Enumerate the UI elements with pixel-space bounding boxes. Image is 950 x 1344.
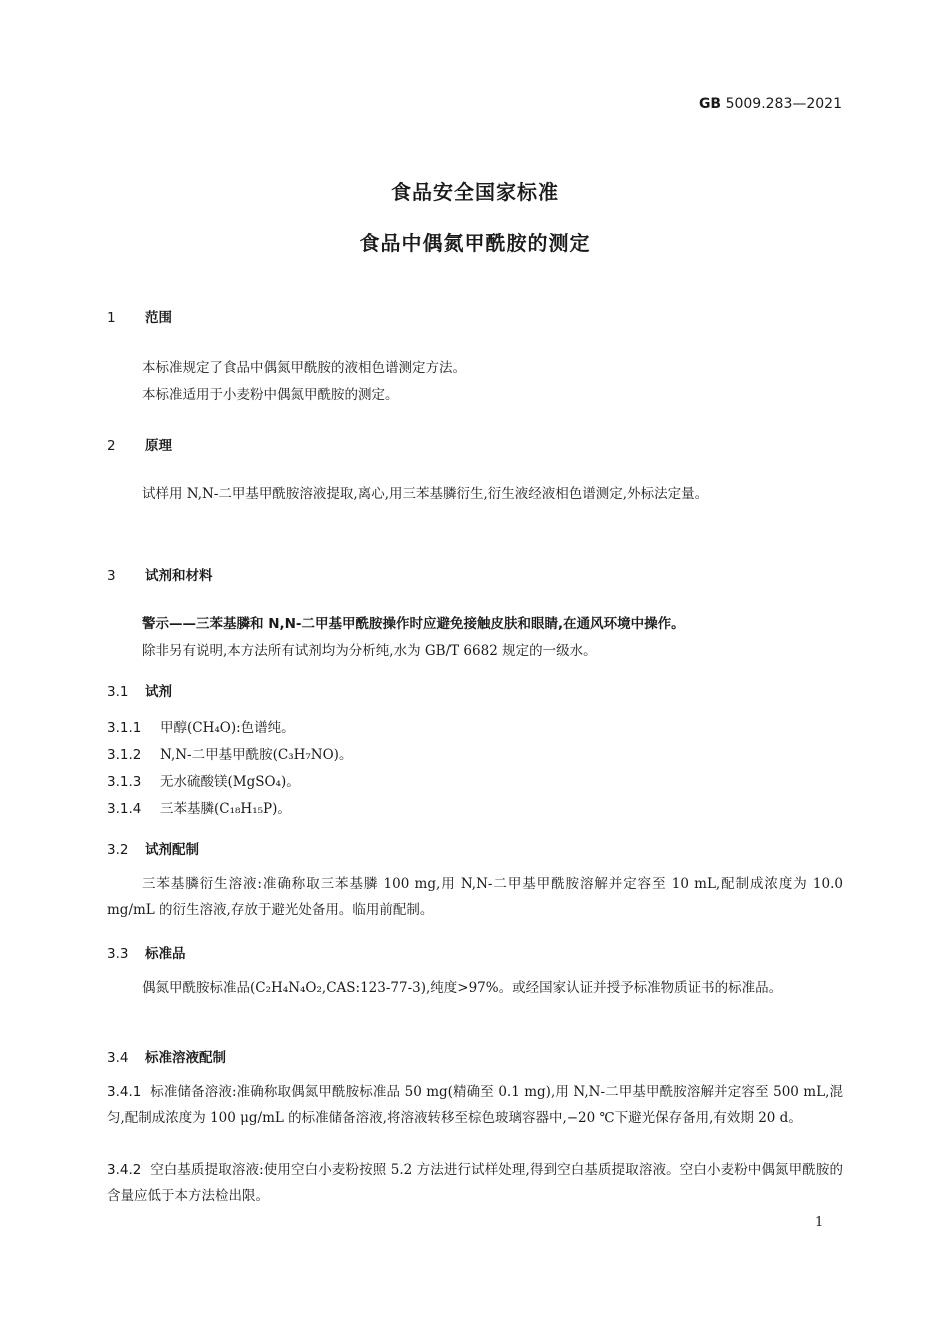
section-heading-1 xyxy=(107,306,172,326)
section-title: 原理 xyxy=(145,438,172,454)
list-item xyxy=(107,797,291,817)
section-heading-3 xyxy=(107,564,213,584)
section-number: 2 xyxy=(107,438,116,454)
warning-text: 警示——三苯基膦和 N,N-二甲基甲酰胺操作时应避免接触皮肤和眼睛,在通风环境中操作。 xyxy=(142,616,685,632)
subsection-number: 3.2 xyxy=(107,842,129,858)
list-item xyxy=(107,716,295,736)
section-heading-2 xyxy=(107,434,172,454)
subsection-number: 3.4 xyxy=(107,1050,129,1066)
paragraph: 本标准适用于小麦粉中偶氮甲酰胺的测定。 xyxy=(142,387,399,403)
standard-code xyxy=(699,96,842,112)
item-text: 空白基质提取溶液:使用空白小麦粉按照 5.2 方法进行试样处理,得到空白基质提取溶液。空白小麦粉中偶氮甲酰胺的含量应低于本方法检出限。 xyxy=(107,1162,844,1204)
item-number: 3.4.1 xyxy=(107,1084,142,1100)
subsection-heading-3-2 xyxy=(107,838,199,858)
subsection-heading-3-1 xyxy=(107,680,172,700)
subsection-title: 试剂 xyxy=(145,684,172,700)
item-text: N,N-二甲基甲酰胺(C₃H₇NO)。 xyxy=(160,747,353,763)
section-number: 1 xyxy=(107,310,116,326)
item-text: 标准储备溶液:准确称取偶氮甲酰胺标准品 50 mg(精确至 0.1 mg),用 N,N-二甲基甲酰胺溶解并定容至 500 mL,混匀,配制成浓度为 100 μg/mL 的标准储备溶液,将溶液转移至棕色玻璃容器中,−20 ℃下避光保存备用,有效期 20 d。 xyxy=(107,1084,843,1126)
item-number: 3.1.2 xyxy=(107,747,142,763)
paragraph: 三苯基膦衍生溶液:准确称取三苯基膦 100 mg,用 N,N-二甲基甲酰胺溶解并定容至 10 mL,配制成浓度为 10.0 mg/mL 的衍生溶液,存放于避光处备用。临用前配制。 xyxy=(107,876,843,918)
numbered-paragraph-3-4-2 xyxy=(107,1157,843,1209)
item-text: 甲醇(CH₄O):色谱纯。 xyxy=(160,720,295,736)
document-subtitle: 食品中偶氮甲酰胺的测定 xyxy=(359,231,591,255)
list-item xyxy=(107,770,300,790)
subsection-heading-3-3 xyxy=(107,942,186,962)
page-number: 1 xyxy=(815,1215,824,1230)
item-text: 无水硫酸镁(MgSO₄)。 xyxy=(160,774,300,790)
paragraph: 本标准规定了食品中偶氮甲酰胺的液相色谱测定方法。 xyxy=(142,360,466,376)
section-title: 范围 xyxy=(145,310,172,326)
paragraph: 除非另有说明,本方法所有试剂均为分析纯,水为 GB/T 6682 规定的一级水。 xyxy=(142,643,597,659)
numbered-paragraph-3-4-1 xyxy=(107,1079,843,1131)
standard-code-number: 5009.283—2021 xyxy=(725,96,842,112)
subsection-number: 3.1 xyxy=(107,684,129,700)
subsection-heading-3-4 xyxy=(107,1046,226,1066)
subsection-title: 标准品 xyxy=(145,946,186,962)
item-number: 3.4.2 xyxy=(107,1162,142,1178)
section-number: 3 xyxy=(107,568,116,584)
item-text: 三苯基膦(C₁₈H₁₅P)。 xyxy=(160,801,291,817)
item-number: 3.1.1 xyxy=(107,720,142,736)
standard-code-prefix: GB xyxy=(698,96,722,112)
subsection-title: 试剂配制 xyxy=(145,842,199,858)
section-title: 试剂和材料 xyxy=(145,568,213,584)
item-number: 3.1.3 xyxy=(107,774,142,790)
document-title: 食品安全国家标准 xyxy=(391,180,559,204)
subsection-title: 标准溶液配制 xyxy=(145,1050,226,1066)
paragraph: 试样用 N,N-二甲基甲酰胺溶液提取,离心,用三苯基膦衍生,衍生液经液相色谱测定,外标法定量。 xyxy=(142,486,709,502)
subsection-number: 3.3 xyxy=(107,946,129,962)
item-number: 3.1.4 xyxy=(107,801,142,817)
paragraph: 偶氮甲酰胺标准品(C₂H₄N₄O₂,CAS:123-77-3),纯度>97%。或经国家认证并授予标准物质证书的标准品。 xyxy=(142,980,783,996)
list-item xyxy=(107,743,352,763)
